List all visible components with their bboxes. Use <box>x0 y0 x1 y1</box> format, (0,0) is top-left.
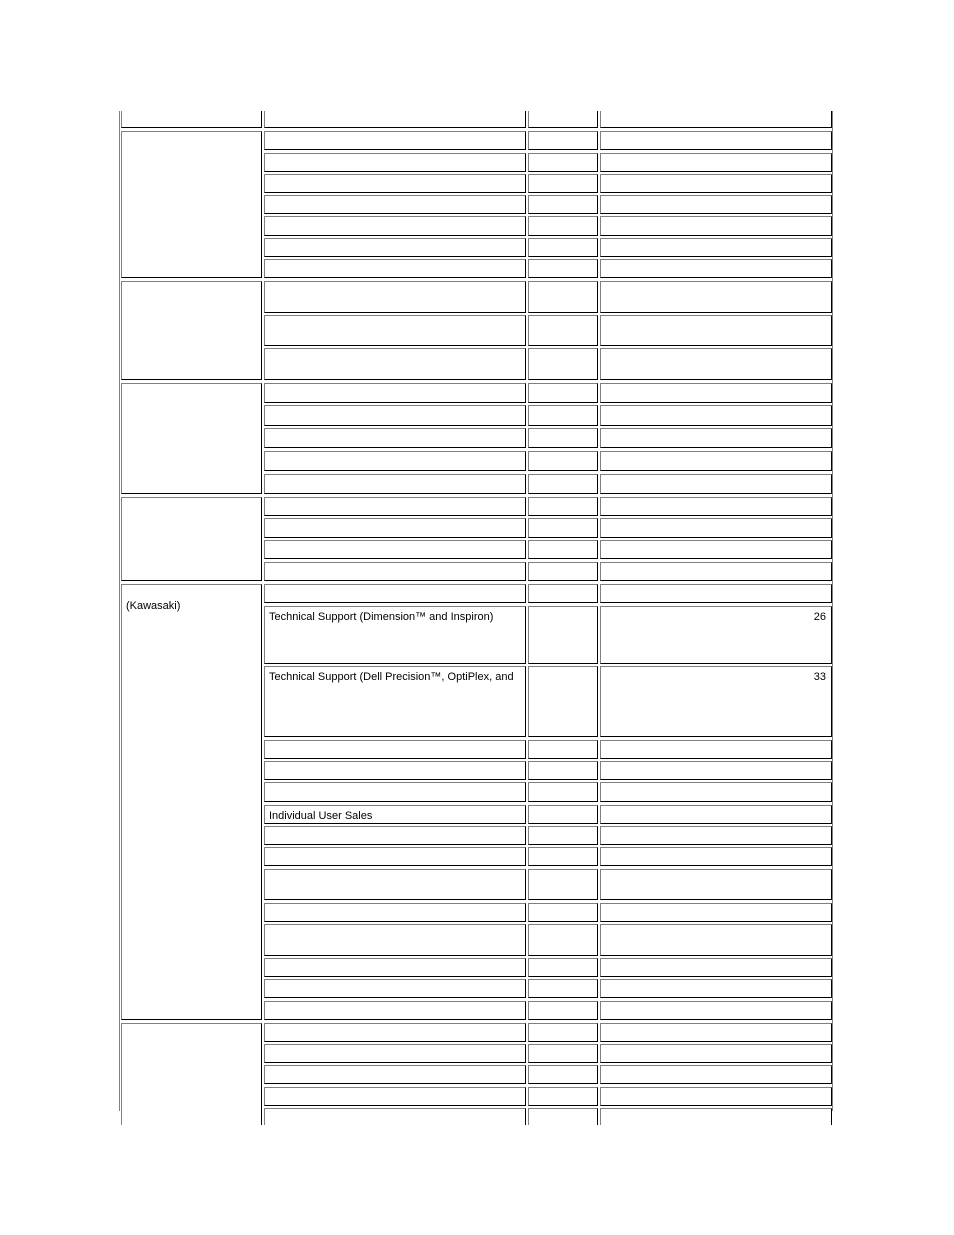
code-cell <box>528 584 598 603</box>
number-cell <box>600 174 832 193</box>
service-cell <box>264 562 526 581</box>
number-cell <box>600 383 832 403</box>
code-cell <box>528 847 598 866</box>
phone-number: 33 <box>813 671 826 683</box>
service-cell <box>264 281 526 313</box>
number-cell <box>600 428 832 448</box>
service-cell <box>264 518 526 538</box>
service-cell <box>264 869 526 900</box>
number-cell <box>600 1065 832 1084</box>
code-cell <box>528 1108 598 1125</box>
region-cell <box>121 281 262 380</box>
number-cell <box>600 497 832 516</box>
service-cell <box>264 782 526 802</box>
number-cell <box>600 562 832 581</box>
code-cell <box>528 497 598 516</box>
service-cell <box>264 1044 526 1063</box>
code-cell <box>528 1001 598 1020</box>
number-cell <box>600 474 832 494</box>
code-cell <box>528 1065 598 1084</box>
service-cell <box>264 405 526 426</box>
region-cell <box>121 497 262 581</box>
code-cell <box>528 474 598 494</box>
service-cell <box>264 1065 526 1084</box>
code-cell <box>528 174 598 193</box>
service-cell <box>264 348 526 380</box>
code-cell <box>528 606 598 664</box>
code-cell <box>528 281 598 313</box>
code-cell <box>528 740 598 759</box>
code-cell <box>528 428 598 448</box>
service-cell <box>264 826 526 845</box>
service-cell <box>264 958 526 977</box>
code-cell <box>528 405 598 426</box>
number-cell <box>600 958 832 977</box>
service-cell <box>264 740 526 759</box>
code-cell <box>528 869 598 900</box>
service-cell <box>264 606 526 664</box>
service-cell <box>264 805 526 824</box>
code-cell <box>528 666 598 737</box>
number-cell <box>600 1087 832 1106</box>
code-cell <box>528 924 598 956</box>
service-cell <box>264 383 526 403</box>
phone-number: 26 <box>813 611 826 623</box>
code-cell <box>528 761 598 780</box>
service-cell <box>264 1001 526 1020</box>
number-cell <box>600 761 832 780</box>
service-cell <box>264 540 526 559</box>
code-cell <box>528 518 598 538</box>
code-cell <box>528 903 598 922</box>
region-cell <box>121 131 262 278</box>
number-cell <box>600 1044 832 1063</box>
service-cell <box>264 979 526 998</box>
service-cell <box>264 315 526 346</box>
number-cell <box>600 1023 832 1042</box>
service-cell <box>264 924 526 956</box>
service-cell <box>264 761 526 780</box>
code-cell <box>528 348 598 380</box>
code-cell <box>528 195 598 214</box>
code-cell <box>528 111 598 128</box>
code-cell <box>528 1023 598 1042</box>
number-cell <box>600 1108 832 1125</box>
number-cell <box>600 666 832 737</box>
number-cell <box>600 216 832 236</box>
service-cell <box>264 216 526 236</box>
number-cell <box>600 1001 832 1020</box>
number-cell <box>600 195 832 214</box>
service-cell <box>264 451 526 471</box>
number-cell <box>600 153 832 172</box>
service-cell <box>264 1087 526 1106</box>
number-cell <box>600 540 832 559</box>
number-cell <box>600 826 832 845</box>
code-cell <box>528 315 598 346</box>
number-cell <box>600 111 832 128</box>
code-cell <box>528 238 598 257</box>
number-cell <box>600 782 832 802</box>
code-cell <box>528 153 598 172</box>
code-cell <box>528 540 598 559</box>
code-cell <box>528 562 598 581</box>
service-cell <box>264 174 526 193</box>
service-cell <box>264 1023 526 1042</box>
code-cell <box>528 782 598 802</box>
number-cell <box>600 869 832 900</box>
service-cell <box>264 474 526 494</box>
number-cell <box>600 924 832 956</box>
service-cell <box>264 131 526 150</box>
number-cell <box>600 805 832 824</box>
region-cell <box>121 383 262 494</box>
number-cell <box>600 847 832 866</box>
number-cell <box>600 740 832 759</box>
code-cell <box>528 1087 598 1106</box>
number-cell <box>600 584 832 603</box>
region-cell <box>121 1023 262 1125</box>
table-border <box>119 111 120 1111</box>
service-cell <box>264 238 526 257</box>
number-cell <box>600 518 832 538</box>
number-cell <box>600 405 832 426</box>
code-cell <box>528 805 598 824</box>
service-label: Individual User Sales <box>269 810 373 822</box>
service-cell <box>264 903 526 922</box>
code-cell <box>528 259 598 278</box>
service-cell <box>264 666 526 737</box>
code-cell <box>528 1044 598 1063</box>
service-label: Technical Support (Dimension™ and Inspiron) <box>269 611 494 623</box>
service-cell <box>264 195 526 214</box>
number-cell <box>600 259 832 278</box>
region-cell <box>121 111 262 128</box>
code-cell <box>528 958 598 977</box>
service-cell <box>264 153 526 172</box>
service-label: Technical Support (Dell Precision™, OptiPlex, and <box>269 671 514 683</box>
number-cell <box>600 315 832 346</box>
service-cell <box>264 497 526 516</box>
number-cell <box>600 131 832 150</box>
service-cell <box>264 847 526 866</box>
number-cell <box>600 979 832 998</box>
service-cell <box>264 428 526 448</box>
code-cell <box>528 451 598 471</box>
code-cell <box>528 216 598 236</box>
number-cell <box>600 281 832 313</box>
code-cell <box>528 826 598 845</box>
code-cell <box>528 131 598 150</box>
number-cell <box>600 903 832 922</box>
number-cell <box>600 451 832 471</box>
code-cell <box>528 383 598 403</box>
region-cell <box>121 584 262 1020</box>
number-cell <box>600 238 832 257</box>
table-border <box>832 111 833 1111</box>
region-label: (Kawasaki) <box>126 600 181 612</box>
service-cell <box>264 584 526 603</box>
service-cell <box>264 111 526 128</box>
number-cell <box>600 348 832 380</box>
number-cell <box>600 606 832 664</box>
service-cell <box>264 259 526 278</box>
service-cell <box>264 1108 526 1125</box>
code-cell <box>528 979 598 998</box>
